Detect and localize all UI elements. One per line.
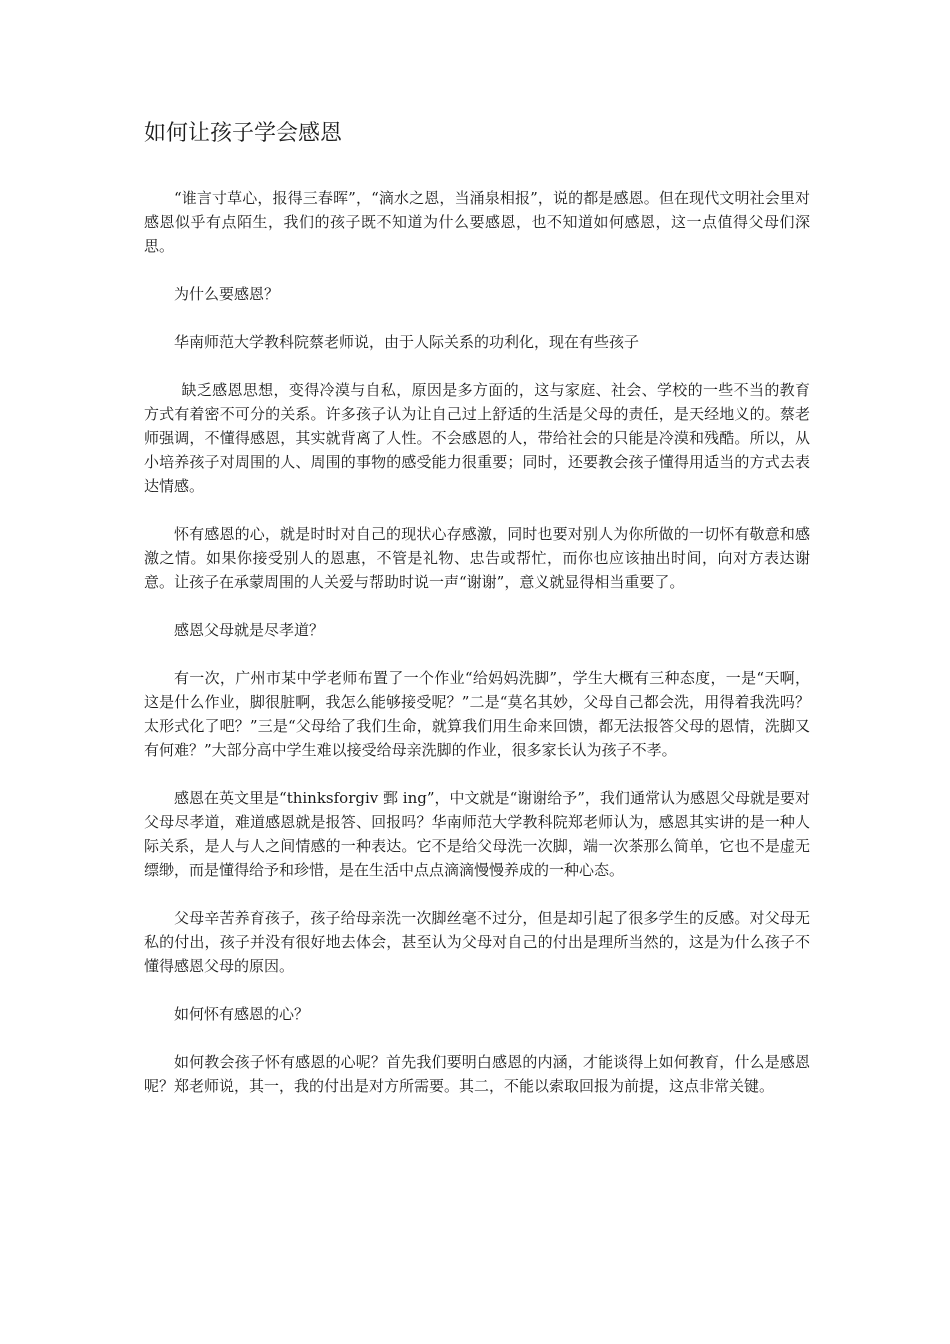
section-heading-how: 如何怀有感恩的心？ xyxy=(174,1005,310,1023)
paragraph-how-to-teach: 如何教会孩子怀有感恩的心呢？首先我们要明白感恩的内涵，才能谈得上如何教育，什么是感恩呢？郑老师说，其一，我的付出是对方所需要。其二，不能以索取回报为前提，这点非常关键。 xyxy=(144,1053,810,1095)
paragraph-grateful-heart: 怀有感恩的心，就是时时对自己的现状心存感激，同时也要对别人为你所做的一切怀有敬意和感激之情。如果你接受别人的恩惠，不管是礼物、忠告或帮忙，而你也应该抽出时间，向对方表达谢意。让孩子在承蒙周围的人关爱与帮助时说一声“谢谢”，意义就显得相当重要了。 xyxy=(144,525,810,591)
paragraph-teacher-cai: 华南师范大学教科院蔡老师说，由于人际关系的功利化，现在有些孩子 xyxy=(174,333,640,351)
paragraph-parents-effort: 父母辛苦养育孩子，孩子给母亲洗一次脚丝毫不过分，但是却引起了很多学生的反感。对父母无私的付出，孩子并没有很好地去体会，甚至认为父母对自己的付出是理所当然的，这是为什么孩子不懂得感恩父母的原因。 xyxy=(144,909,810,975)
paragraph-foot-washing: 有一次，广州市某中学老师布置了一个作业“给妈妈洗脚”，学生大概有三种态度，一是“天啊，这是什么作业，脚很脏啊，我怎么能够接受呢？”二是“莫名其妙，父母自己都会洗，用得着我洗吗？太形式化了吧？”三是“父母给了我们生命，就算我们用生命来回馈，都无法报答父母的恩情，洗脚又有何难？”大部分高中学生难以接受给母亲洗脚的作业，很多家长认为孩子不孝。 xyxy=(144,669,810,759)
document-page xyxy=(144,118,810,1122)
paragraph-intro: “谁言寸草心，报得三春晖”，“滴水之恩，当涌泉相报”，说的都是感恩。但在现代文明社会里对感恩似乎有点陌生，我们的孩子既不知道为什么要感恩，也不知道如何感恩，这一点值得父母们深思。 xyxy=(144,189,810,255)
document-title: 如何让孩子学会感恩 xyxy=(144,121,343,146)
paragraph-english-meaning: 感恩在英文里是“thinksforgiv 鄄 ing”，中文就是“谢谢给予”，我们通常认为感恩父母就是要对父母尽孝道，难道感恩就是报答、回报吗？华南师范大学教科院郑老师认为，感恩其实讲的是一种人际关系，是人与人之间情感的一种表达。它不是给父母洗一次脚，端一次茶那么简单，它也不是虚无缥缈，而是懂得给予和珍惜，是在生活中点点滴滴慢慢养成的一种心态。 xyxy=(144,789,810,879)
section-heading-why: 为什么要感恩？ xyxy=(174,285,280,303)
section-heading-filial-piety: 感恩父母就是尽孝道？ xyxy=(174,621,325,639)
paragraph-lack-of-gratitude: 缺乏感恩思想，变得冷漠与自私，原因是多方面的，这与家庭、社会、学校的一些不当的教育方式有着密不可分的关系。许多孩子认为让自己过上舒适的生活是父母的责任，是天经地义的。蔡老师强调，不懂得感恩，其实就背离了人性。不会感恩的人，带给社会的只能是冷漠和残酷。所以，从小培养孩子对周围的人、周围的事物的感受能力很重要；同时，还要教会孩子懂得用适当的方式去表达情感。 xyxy=(144,381,810,495)
